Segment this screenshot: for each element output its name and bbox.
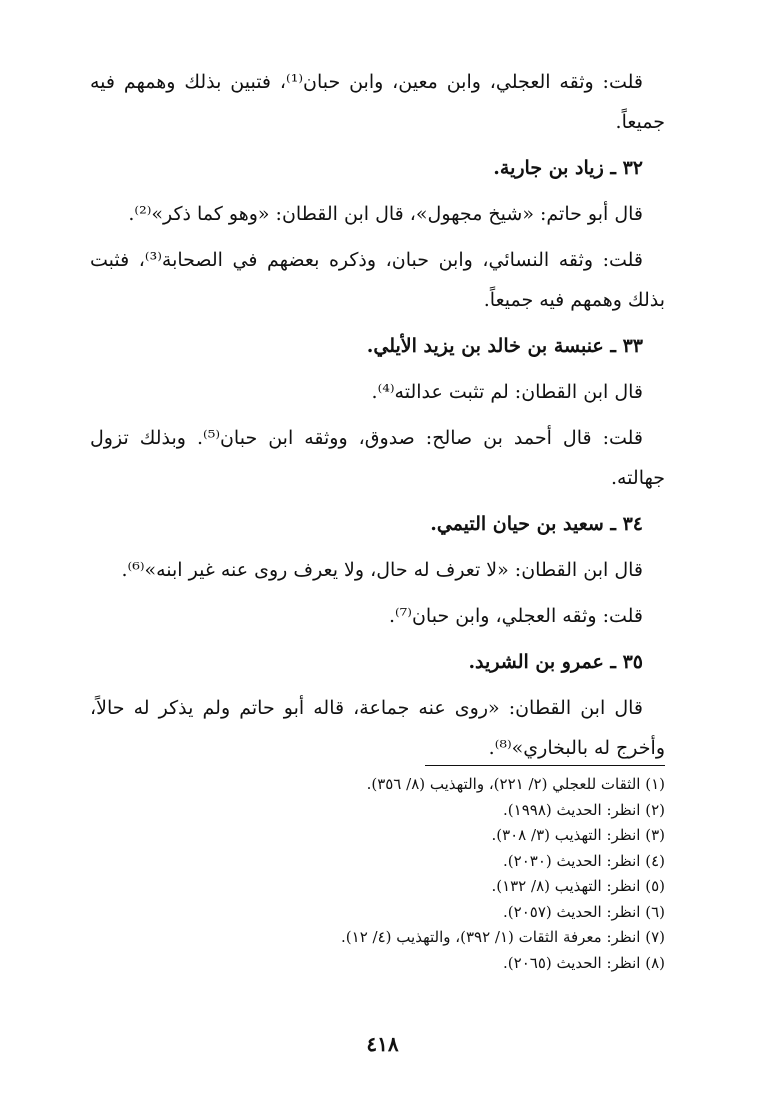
footnote: (٢) انظر: الحديث (١٩٩٨).: [503, 800, 665, 819]
footnote: (٣) انظر: التهذيب (٣/ ٣٠٨).: [491, 826, 665, 844]
footnotes: [90, 772, 665, 976]
paragraph: قلت: وثقه العجلي، وابن معين، وابن حبان⁽¹⁾، فتبين بذلك وهمهم فيه جميعاً.: [90, 71, 665, 133]
paragraph: قال ابن القطان: «لا تعرف له حال، ولا يعرف روى عنه غير ابنه»⁽⁶⁾.: [121, 559, 643, 581]
entry-heading: ٣٤ ـ سعيد بن حيان التيمي.: [430, 513, 643, 535]
footnote: (٨) انظر: الحديث (٢٠٦٥).: [503, 953, 665, 972]
entry-heading: ٣٣ ـ عنبسة بن خالد بن يزيد الأيلي.: [366, 335, 643, 357]
footnote: (٧) انظر: معرفة الثقات (١/ ٣٩٢)، والتهذيب (٤/ ١٢).: [341, 928, 665, 946]
footnote: (٥) انظر: التهذيب (٨/ ١٣٢).: [491, 877, 665, 895]
footnote: (١) الثقات للعجلي (٢/ ٢٢١)، والتهذيب (٨/ ٣٥٦).: [366, 775, 665, 793]
paragraph: قلت: وثقه العجلي، وابن حبان⁽⁷⁾.: [388, 605, 643, 627]
paragraph: قلت: قال أحمد بن صالح: صدوق، ووثقه ابن حبان⁽⁵⁾. وبذلك تزول جهالته.: [90, 427, 665, 489]
entry-heading: ٣٥ ـ عمرو بن الشريد.: [468, 651, 643, 673]
paragraph: قال ابن القطان: لم تثبت عدالته⁽⁴⁾.: [371, 381, 643, 403]
entry-heading: ٣٢ ـ زياد بن جارية.: [493, 157, 643, 179]
paragraph: قلت: وثقه النسائي، وابن حبان، وذكره بعضهم في الصحابة⁽³⁾، فثبت بذلك وهمهم فيه جميعاً.: [90, 249, 665, 311]
main-text: [90, 62, 665, 774]
footnote: (٦) انظر: الحديث (٢٠٥٧).: [503, 902, 665, 921]
paragraph: قال ابن القطان: «روى عنه جماعة، قاله أبو حاتم ولم يذكر له حالاً، وأخرج له بالبخاري»⁽⁸⁾.: [90, 697, 665, 759]
page-number: ٤١٨: [366, 1032, 399, 1056]
footnote: (٤) انظر: الحديث (٢٠٣٠).: [503, 851, 665, 870]
paragraph: قال أبو حاتم: «شيخ مجهول»، قال ابن القطان: «وهو كما ذكر»⁽²⁾.: [128, 203, 643, 225]
footnote-divider: [425, 765, 665, 766]
